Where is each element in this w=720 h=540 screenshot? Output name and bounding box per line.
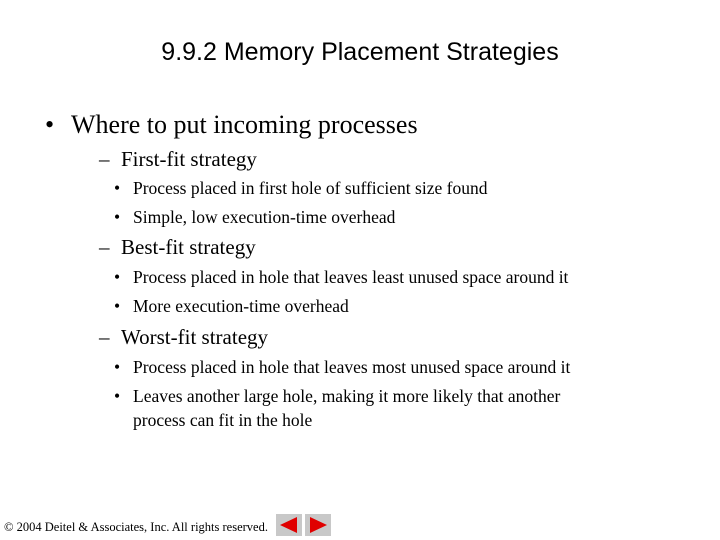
point-text: Process placed in hole that leaves most unused space around it [133,357,571,377]
dash-marker: – [99,235,110,259]
strategy-name: First-fit strategy [121,147,257,171]
point-text: Process placed in hole that leaves least unused space around it [133,267,569,287]
bullet-marker: • [114,267,121,287]
bullet-marker: • [45,110,55,139]
next-slide-button[interactable] [305,514,331,536]
strategy-name: Worst-fit strategy [121,325,269,349]
dash-marker: – [99,147,110,171]
dash-marker: – [99,325,110,349]
right-arrow-icon [305,514,331,536]
point-text: Simple, low execution-time overhead [133,207,396,227]
strategy-name: Best-fit strategy [121,235,256,259]
point-text: More execution-time overhead [133,296,349,316]
bullet-marker: • [114,296,121,316]
bullet-marker: • [114,178,121,198]
slide-title: 9.9.2 Memory Placement Strategies [161,38,559,66]
bullet-marker: • [114,357,121,377]
bullet-marker: • [114,207,121,227]
point-text: Leaves another large hole, making it more likely that another [133,386,561,406]
previous-slide-button[interactable] [276,514,302,536]
point-text: Process placed in first hole of sufficient size found [133,178,488,198]
main-bullet-text: Where to put incoming processes [71,110,418,139]
left-arrow-icon [276,514,302,536]
copyright-footer: © 2004 Deitel & Associates, Inc. All rights reserved. [4,520,268,534]
point-text: process can fit in the hole [133,410,313,430]
bullet-marker: • [114,386,121,406]
